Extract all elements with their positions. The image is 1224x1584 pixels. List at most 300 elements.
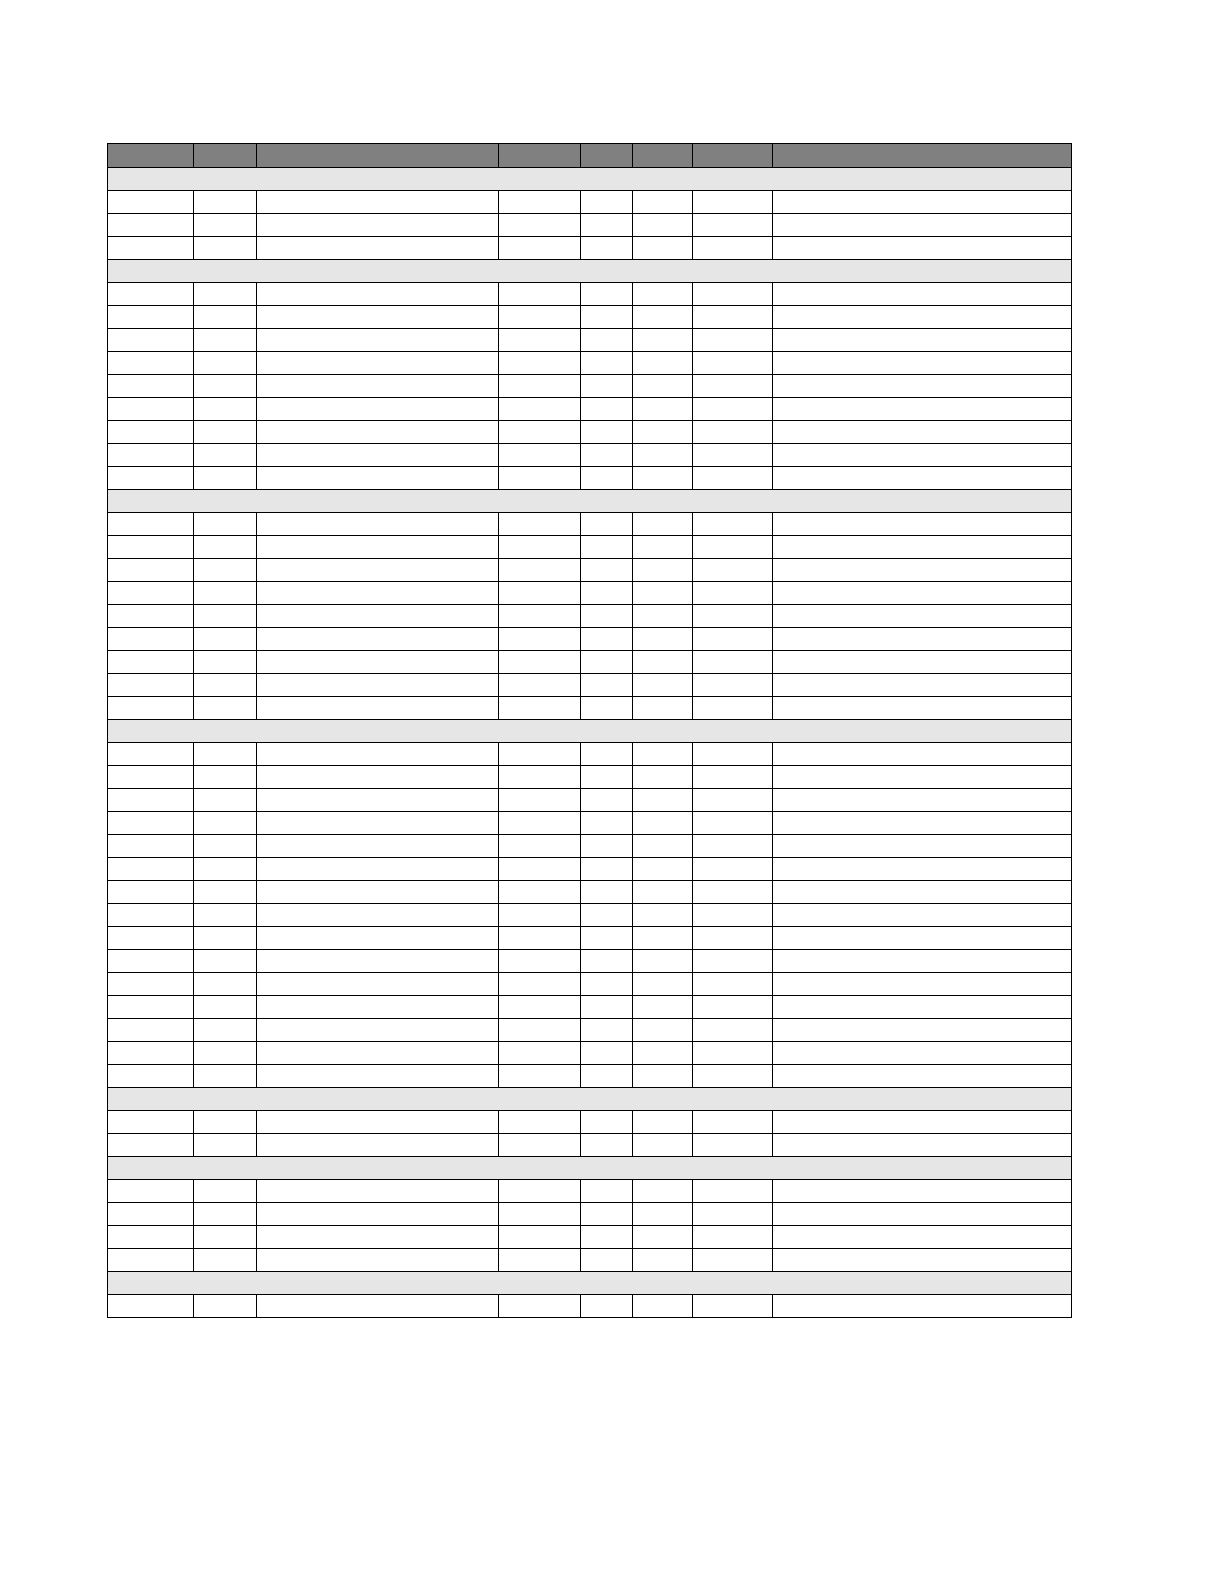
table-cell xyxy=(581,352,633,375)
table-cell xyxy=(499,513,581,536)
table-cell xyxy=(773,1295,1072,1318)
section-label xyxy=(108,1272,1072,1295)
table-cell xyxy=(693,628,773,651)
table-cell xyxy=(499,1134,581,1157)
table-cell xyxy=(499,421,581,444)
table-cell xyxy=(499,306,581,329)
table-cell xyxy=(773,352,1072,375)
table-cell xyxy=(499,1042,581,1065)
table-cell xyxy=(633,904,693,927)
table-cell xyxy=(108,1295,194,1318)
table-cell xyxy=(773,950,1072,973)
table-cell xyxy=(257,904,499,927)
table-cell xyxy=(633,973,693,996)
table-cell xyxy=(693,1295,773,1318)
table-cell xyxy=(499,1295,581,1318)
table-cell xyxy=(581,1111,633,1134)
table-cell xyxy=(633,651,693,674)
table-cell xyxy=(108,904,194,927)
table-cell xyxy=(194,306,257,329)
table-cell xyxy=(108,1180,194,1203)
column-header xyxy=(499,144,581,168)
table-cell xyxy=(693,582,773,605)
table-cell xyxy=(581,1019,633,1042)
table-row xyxy=(108,605,1072,628)
column-header xyxy=(693,144,773,168)
table-cell xyxy=(108,651,194,674)
table-cell xyxy=(633,536,693,559)
table-cell xyxy=(194,1226,257,1249)
table-cell xyxy=(194,513,257,536)
table-cell xyxy=(108,881,194,904)
table-cell xyxy=(633,1019,693,1042)
table-cell xyxy=(773,858,1072,881)
table-cell xyxy=(194,904,257,927)
table-cell xyxy=(108,1203,194,1226)
table-cell xyxy=(194,973,257,996)
section-row xyxy=(108,1157,1072,1180)
table-cell xyxy=(633,283,693,306)
table-cell xyxy=(773,927,1072,950)
table-cell xyxy=(581,582,633,605)
table-cell xyxy=(633,237,693,260)
section-row xyxy=(108,1088,1072,1111)
table-cell xyxy=(633,329,693,352)
table-cell xyxy=(108,996,194,1019)
table-cell xyxy=(257,352,499,375)
table-cell xyxy=(633,214,693,237)
table-cell xyxy=(194,835,257,858)
table-cell xyxy=(194,789,257,812)
table-cell xyxy=(773,904,1072,927)
table-row xyxy=(108,582,1072,605)
table-cell xyxy=(499,329,581,352)
table-cell xyxy=(773,996,1072,1019)
table-cell xyxy=(499,191,581,214)
table-row xyxy=(108,513,1072,536)
table-cell xyxy=(693,329,773,352)
table-cell xyxy=(773,1203,1072,1226)
table-row xyxy=(108,1180,1072,1203)
table-cell xyxy=(499,904,581,927)
table-cell xyxy=(499,651,581,674)
table-cell xyxy=(194,927,257,950)
table-cell xyxy=(693,237,773,260)
table-row xyxy=(108,237,1072,260)
table-cell xyxy=(194,651,257,674)
table-cell xyxy=(257,1134,499,1157)
table-cell xyxy=(257,950,499,973)
table-cell xyxy=(773,697,1072,720)
table-cell xyxy=(499,1065,581,1088)
table-cell xyxy=(194,283,257,306)
table-cell xyxy=(581,306,633,329)
table-cell xyxy=(581,858,633,881)
table-cell xyxy=(499,812,581,835)
table-cell xyxy=(773,1019,1072,1042)
table-cell xyxy=(773,513,1072,536)
table-cell xyxy=(773,421,1072,444)
table-cell xyxy=(257,1065,499,1088)
table-cell xyxy=(633,306,693,329)
table-row xyxy=(108,628,1072,651)
table-row xyxy=(108,651,1072,674)
table-cell xyxy=(257,789,499,812)
table-cell xyxy=(499,283,581,306)
table-cell xyxy=(693,950,773,973)
table-cell xyxy=(581,398,633,421)
section-row xyxy=(108,260,1072,283)
table-cell xyxy=(257,651,499,674)
table-cell xyxy=(693,743,773,766)
table-cell xyxy=(499,697,581,720)
table-cell xyxy=(693,1042,773,1065)
table-cell xyxy=(773,398,1072,421)
table-cell xyxy=(108,858,194,881)
table-cell xyxy=(773,973,1072,996)
table-cell xyxy=(108,1134,194,1157)
table-cell xyxy=(499,881,581,904)
table-cell xyxy=(693,789,773,812)
table-row xyxy=(108,1295,1072,1318)
table-cell xyxy=(194,329,257,352)
table-cell xyxy=(108,582,194,605)
table-row xyxy=(108,1203,1072,1226)
table-header-row xyxy=(108,144,1072,168)
table-cell xyxy=(693,421,773,444)
table-cell xyxy=(257,812,499,835)
table-row xyxy=(108,973,1072,996)
table-row xyxy=(108,398,1072,421)
table-cell xyxy=(257,191,499,214)
table-cell xyxy=(633,743,693,766)
table-cell xyxy=(581,812,633,835)
table-cell xyxy=(693,996,773,1019)
table-cell xyxy=(633,398,693,421)
table-cell xyxy=(581,237,633,260)
table-cell xyxy=(773,1180,1072,1203)
table-cell xyxy=(499,536,581,559)
table-cell xyxy=(633,605,693,628)
table-cell xyxy=(108,605,194,628)
table-row xyxy=(108,1134,1072,1157)
table-cell xyxy=(108,375,194,398)
table-cell xyxy=(108,283,194,306)
table-cell xyxy=(693,191,773,214)
section-label xyxy=(108,720,1072,743)
table-row xyxy=(108,467,1072,490)
table-cell xyxy=(773,1042,1072,1065)
table-cell xyxy=(581,375,633,398)
table-cell xyxy=(108,352,194,375)
table-cell xyxy=(581,1295,633,1318)
table-cell xyxy=(108,674,194,697)
table-cell xyxy=(499,674,581,697)
table-cell xyxy=(257,536,499,559)
table-cell xyxy=(773,444,1072,467)
table-row xyxy=(108,881,1072,904)
table-cell xyxy=(633,697,693,720)
table-cell xyxy=(257,1295,499,1318)
table-cell xyxy=(108,421,194,444)
table-row xyxy=(108,697,1072,720)
table-cell xyxy=(194,214,257,237)
table-cell xyxy=(194,858,257,881)
table-cell xyxy=(633,950,693,973)
table-cell xyxy=(693,467,773,490)
table-row xyxy=(108,559,1072,582)
table-cell xyxy=(693,973,773,996)
section-row xyxy=(108,168,1072,191)
table-cell xyxy=(257,1249,499,1272)
table-cell xyxy=(581,605,633,628)
table-cell xyxy=(499,398,581,421)
table-cell xyxy=(194,1134,257,1157)
table-cell xyxy=(773,582,1072,605)
table-cell xyxy=(194,628,257,651)
table-cell xyxy=(773,1134,1072,1157)
table-cell xyxy=(581,444,633,467)
table-cell xyxy=(499,1111,581,1134)
table-cell xyxy=(633,1065,693,1088)
table-cell xyxy=(108,306,194,329)
table-cell xyxy=(581,674,633,697)
table-cell xyxy=(773,1249,1072,1272)
table-cell xyxy=(633,858,693,881)
table-cell xyxy=(108,559,194,582)
table-cell xyxy=(633,1295,693,1318)
table-cell xyxy=(693,1203,773,1226)
table-cell xyxy=(581,191,633,214)
table-cell xyxy=(693,812,773,835)
table-cell xyxy=(693,1226,773,1249)
table-cell xyxy=(693,1180,773,1203)
table-cell xyxy=(108,536,194,559)
table-cell xyxy=(581,743,633,766)
table-cell xyxy=(257,444,499,467)
table-cell xyxy=(773,214,1072,237)
table-cell xyxy=(581,1226,633,1249)
table-cell xyxy=(499,605,581,628)
table-row xyxy=(108,858,1072,881)
table-cell xyxy=(773,881,1072,904)
table-cell xyxy=(257,237,499,260)
table-row xyxy=(108,536,1072,559)
table-cell xyxy=(773,191,1072,214)
table-cell xyxy=(108,973,194,996)
table-cell xyxy=(633,375,693,398)
table-cell xyxy=(581,467,633,490)
table-cell xyxy=(108,1042,194,1065)
table-cell xyxy=(194,1180,257,1203)
table-cell xyxy=(773,605,1072,628)
table-cell xyxy=(581,536,633,559)
section-row xyxy=(108,490,1072,513)
table-cell xyxy=(194,421,257,444)
table-cell xyxy=(581,421,633,444)
table-cell xyxy=(581,651,633,674)
table-cell xyxy=(257,1111,499,1134)
table-cell xyxy=(633,789,693,812)
table-cell xyxy=(693,674,773,697)
table-cell xyxy=(693,1019,773,1042)
table-cell xyxy=(693,904,773,927)
table-cell xyxy=(257,375,499,398)
table-row xyxy=(108,1226,1072,1249)
table-cell xyxy=(194,766,257,789)
table-cell xyxy=(108,1226,194,1249)
table-cell xyxy=(693,513,773,536)
table-cell xyxy=(194,536,257,559)
table-cell xyxy=(693,835,773,858)
table-cell xyxy=(633,927,693,950)
table-cell xyxy=(773,651,1072,674)
table-cell xyxy=(499,835,581,858)
table-cell xyxy=(499,1203,581,1226)
table-cell xyxy=(194,1111,257,1134)
table-cell xyxy=(499,214,581,237)
column-header xyxy=(581,144,633,168)
table-cell xyxy=(194,1295,257,1318)
table-cell xyxy=(108,214,194,237)
table-cell xyxy=(633,881,693,904)
table-row xyxy=(108,444,1072,467)
table-cell xyxy=(108,513,194,536)
table-cell xyxy=(257,1180,499,1203)
table-cell xyxy=(194,191,257,214)
table-cell xyxy=(257,467,499,490)
table-cell xyxy=(581,996,633,1019)
table-cell xyxy=(499,375,581,398)
table-cell xyxy=(257,1226,499,1249)
table-row xyxy=(108,996,1072,1019)
table-cell xyxy=(581,789,633,812)
table-cell xyxy=(633,812,693,835)
table-cell xyxy=(693,444,773,467)
table-cell xyxy=(581,1180,633,1203)
table-cell xyxy=(633,513,693,536)
table-cell xyxy=(633,1042,693,1065)
table-cell xyxy=(633,559,693,582)
table-cell xyxy=(257,996,499,1019)
table-cell xyxy=(773,1111,1072,1134)
table-cell xyxy=(108,743,194,766)
table-row xyxy=(108,214,1072,237)
data-table xyxy=(107,143,1072,1318)
table-cell xyxy=(773,329,1072,352)
table-cell xyxy=(108,191,194,214)
table-cell xyxy=(108,237,194,260)
table-cell xyxy=(773,306,1072,329)
table-cell xyxy=(773,559,1072,582)
table-cell xyxy=(633,628,693,651)
table-cell xyxy=(499,766,581,789)
table-cell xyxy=(257,559,499,582)
table-cell xyxy=(257,743,499,766)
table-cell xyxy=(633,444,693,467)
table-cell xyxy=(257,881,499,904)
table-cell xyxy=(693,766,773,789)
column-header xyxy=(194,144,257,168)
table-cell xyxy=(194,1019,257,1042)
table-cell xyxy=(194,996,257,1019)
table-cell xyxy=(499,996,581,1019)
table-cell xyxy=(108,444,194,467)
table-cell xyxy=(581,329,633,352)
table-cell xyxy=(633,467,693,490)
table-row xyxy=(108,1249,1072,1272)
table-cell xyxy=(581,559,633,582)
table-cell xyxy=(257,582,499,605)
table-row xyxy=(108,421,1072,444)
table-cell xyxy=(499,1226,581,1249)
table-cell xyxy=(773,1226,1072,1249)
table-row xyxy=(108,375,1072,398)
table-cell xyxy=(693,927,773,950)
table-cell xyxy=(693,536,773,559)
table-body xyxy=(108,168,1072,1318)
table-cell xyxy=(633,996,693,1019)
table-cell xyxy=(194,375,257,398)
table-cell xyxy=(257,605,499,628)
table-cell xyxy=(693,559,773,582)
table-cell xyxy=(773,237,1072,260)
table-cell xyxy=(108,329,194,352)
table-cell xyxy=(194,559,257,582)
table-cell xyxy=(499,743,581,766)
table-cell xyxy=(499,858,581,881)
table-cell xyxy=(773,628,1072,651)
table-cell xyxy=(499,973,581,996)
table-cell xyxy=(633,421,693,444)
table-cell xyxy=(108,628,194,651)
table-cell xyxy=(581,904,633,927)
table-cell xyxy=(257,628,499,651)
table-cell xyxy=(693,858,773,881)
table-cell xyxy=(499,789,581,812)
table-cell xyxy=(693,283,773,306)
table-cell xyxy=(581,1065,633,1088)
table-cell xyxy=(633,1203,693,1226)
table-cell xyxy=(257,513,499,536)
table-cell xyxy=(257,858,499,881)
table-cell xyxy=(257,398,499,421)
table-cell xyxy=(693,398,773,421)
table-row xyxy=(108,191,1072,214)
table-cell xyxy=(499,1019,581,1042)
table-cell xyxy=(773,467,1072,490)
table-cell xyxy=(633,835,693,858)
section-label xyxy=(108,1157,1072,1180)
table-cell xyxy=(108,467,194,490)
table-cell xyxy=(773,835,1072,858)
table-cell xyxy=(257,835,499,858)
table-cell xyxy=(194,605,257,628)
table-cell xyxy=(633,352,693,375)
table-cell xyxy=(108,697,194,720)
table-cell xyxy=(581,927,633,950)
table-cell xyxy=(581,214,633,237)
table-cell xyxy=(194,237,257,260)
table-cell xyxy=(194,743,257,766)
table-cell xyxy=(257,1203,499,1226)
table-cell xyxy=(194,674,257,697)
table-cell xyxy=(581,1203,633,1226)
table-row xyxy=(108,674,1072,697)
table-cell xyxy=(108,950,194,973)
table-cell xyxy=(257,214,499,237)
table-row xyxy=(108,1019,1072,1042)
